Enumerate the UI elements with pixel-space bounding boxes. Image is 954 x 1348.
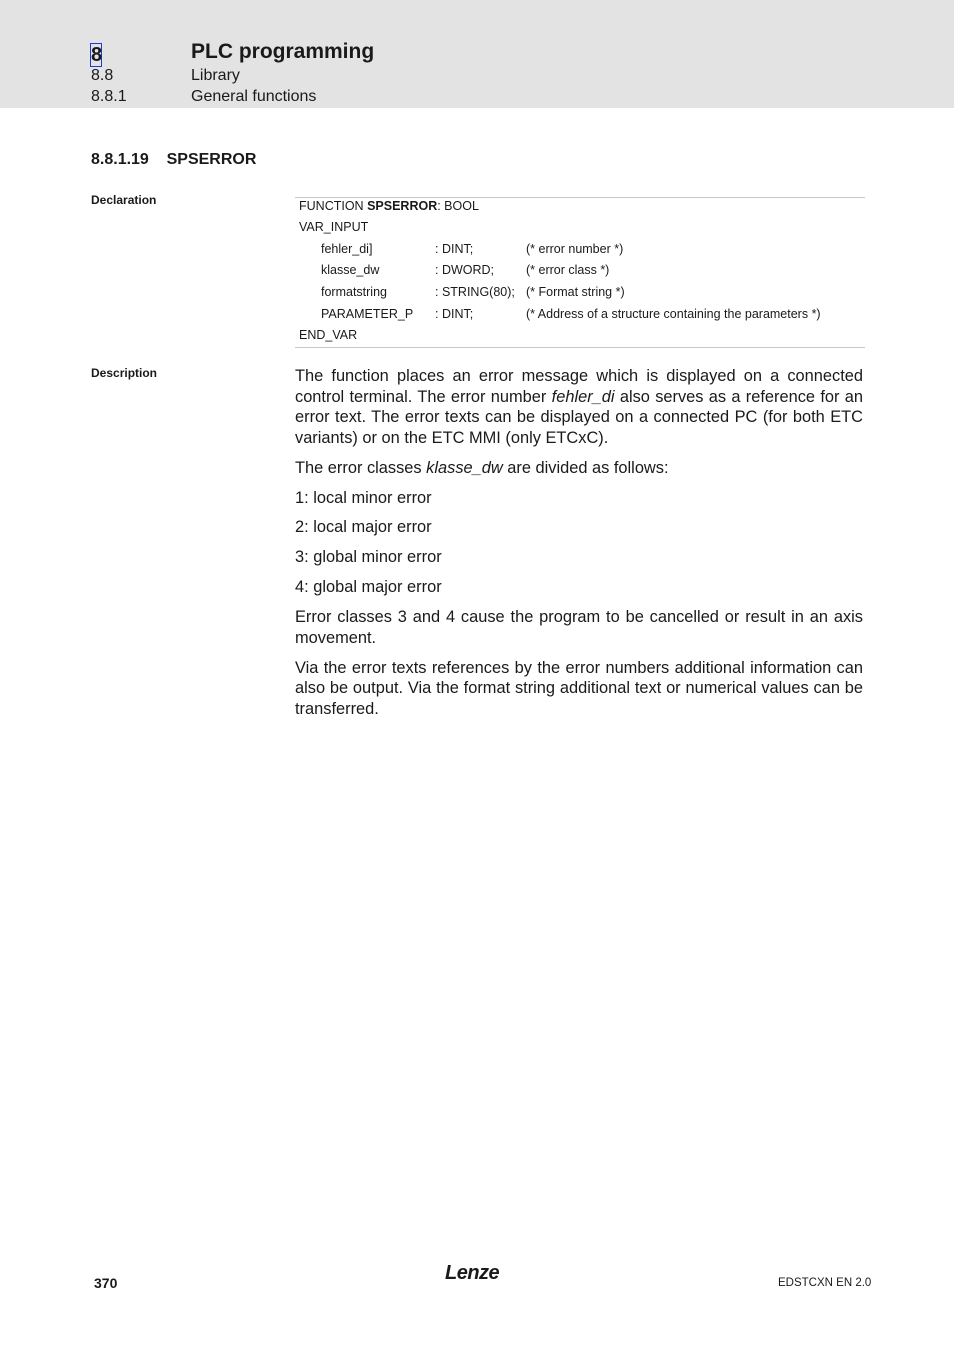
param-comment: (* error class *) — [526, 263, 610, 277]
description-paragraph — [295, 366, 863, 448]
param-comment: (* error number *) — [526, 242, 624, 256]
function-return-type: : BOOL — [437, 199, 479, 213]
text-run: The error classes — [295, 458, 427, 477]
chapter-number[interactable]: 8 — [91, 44, 103, 66]
description-paragraph: Via the error texts references by the error numbers additional information can also be output. Via the format string additional text or numerical values can be transferred. — [295, 658, 863, 718]
error-class-item: 2: local major error — [295, 518, 432, 537]
param-type: : DINT; — [435, 307, 474, 321]
document-id: EDSTCXN EN 2.0 — [778, 1277, 872, 1289]
declaration-label: Declaration — [91, 193, 157, 207]
param-type: : DINT; — [435, 242, 474, 256]
end-var-keyword: END_VAR — [299, 328, 358, 342]
param-type: : STRING(80); — [435, 285, 515, 299]
description-paragraph: Error classes 3 and 4 cause the program to be cancelled or result in an axis movement. — [295, 608, 863, 647]
variable-name: fehler_di — [551, 387, 615, 406]
function-name: SPSERROR — [367, 199, 438, 213]
param-name: PARAMETER_P — [321, 307, 414, 321]
description-label: Description — [91, 366, 158, 380]
page-header — [0, 0, 954, 108]
breadcrumb-label-1: Library — [191, 67, 240, 84]
description-paragraph — [295, 458, 863, 479]
section-number: 8.8.1.19 — [91, 151, 149, 168]
text-run: also serves as a reference for an error text. The error texts can be displayed on a connected PC (for both ETC variants) or on the ETC MMI (only ETCxC). — [295, 387, 863, 447]
chapter-title: PLC programming — [191, 40, 375, 63]
text-run: are divided as follows: — [502, 458, 669, 477]
param-name: fehler_di] — [321, 242, 373, 256]
param-comment: (* Format string *) — [526, 285, 625, 299]
section-title: SPSERROR — [166, 151, 257, 168]
error-class-item: 4: global major error — [295, 578, 442, 597]
breadcrumb-number-2: 8.8.1 — [91, 88, 127, 105]
error-class-item: 3: global minor error — [295, 548, 442, 567]
text-run: The function places an error message which is displayed on a connected control terminal. The error number — [295, 367, 863, 406]
declaration-box — [295, 197, 865, 348]
description-body — [295, 366, 863, 719]
section-heading — [91, 151, 256, 169]
function-keyword: FUNCTION — [299, 199, 368, 213]
lenze-logo: Lenze — [445, 1262, 500, 1284]
param-name: formatstring — [321, 285, 387, 299]
breadcrumb-number-1: 8.8 — [91, 67, 114, 84]
error-class-item: 1: local minor error — [295, 488, 432, 507]
function-signature — [299, 199, 479, 213]
param-type: : DWORD; — [435, 263, 495, 277]
param-comment: (* Address of a structure containing the parameters *) — [526, 307, 821, 321]
var-input-keyword: VAR_INPUT — [299, 220, 369, 234]
breadcrumb-label-2: General functions — [191, 88, 317, 105]
param-name: klasse_dw — [321, 263, 380, 277]
variable-name: klasse_dw — [426, 458, 503, 477]
page-number: 370 — [94, 1275, 118, 1291]
